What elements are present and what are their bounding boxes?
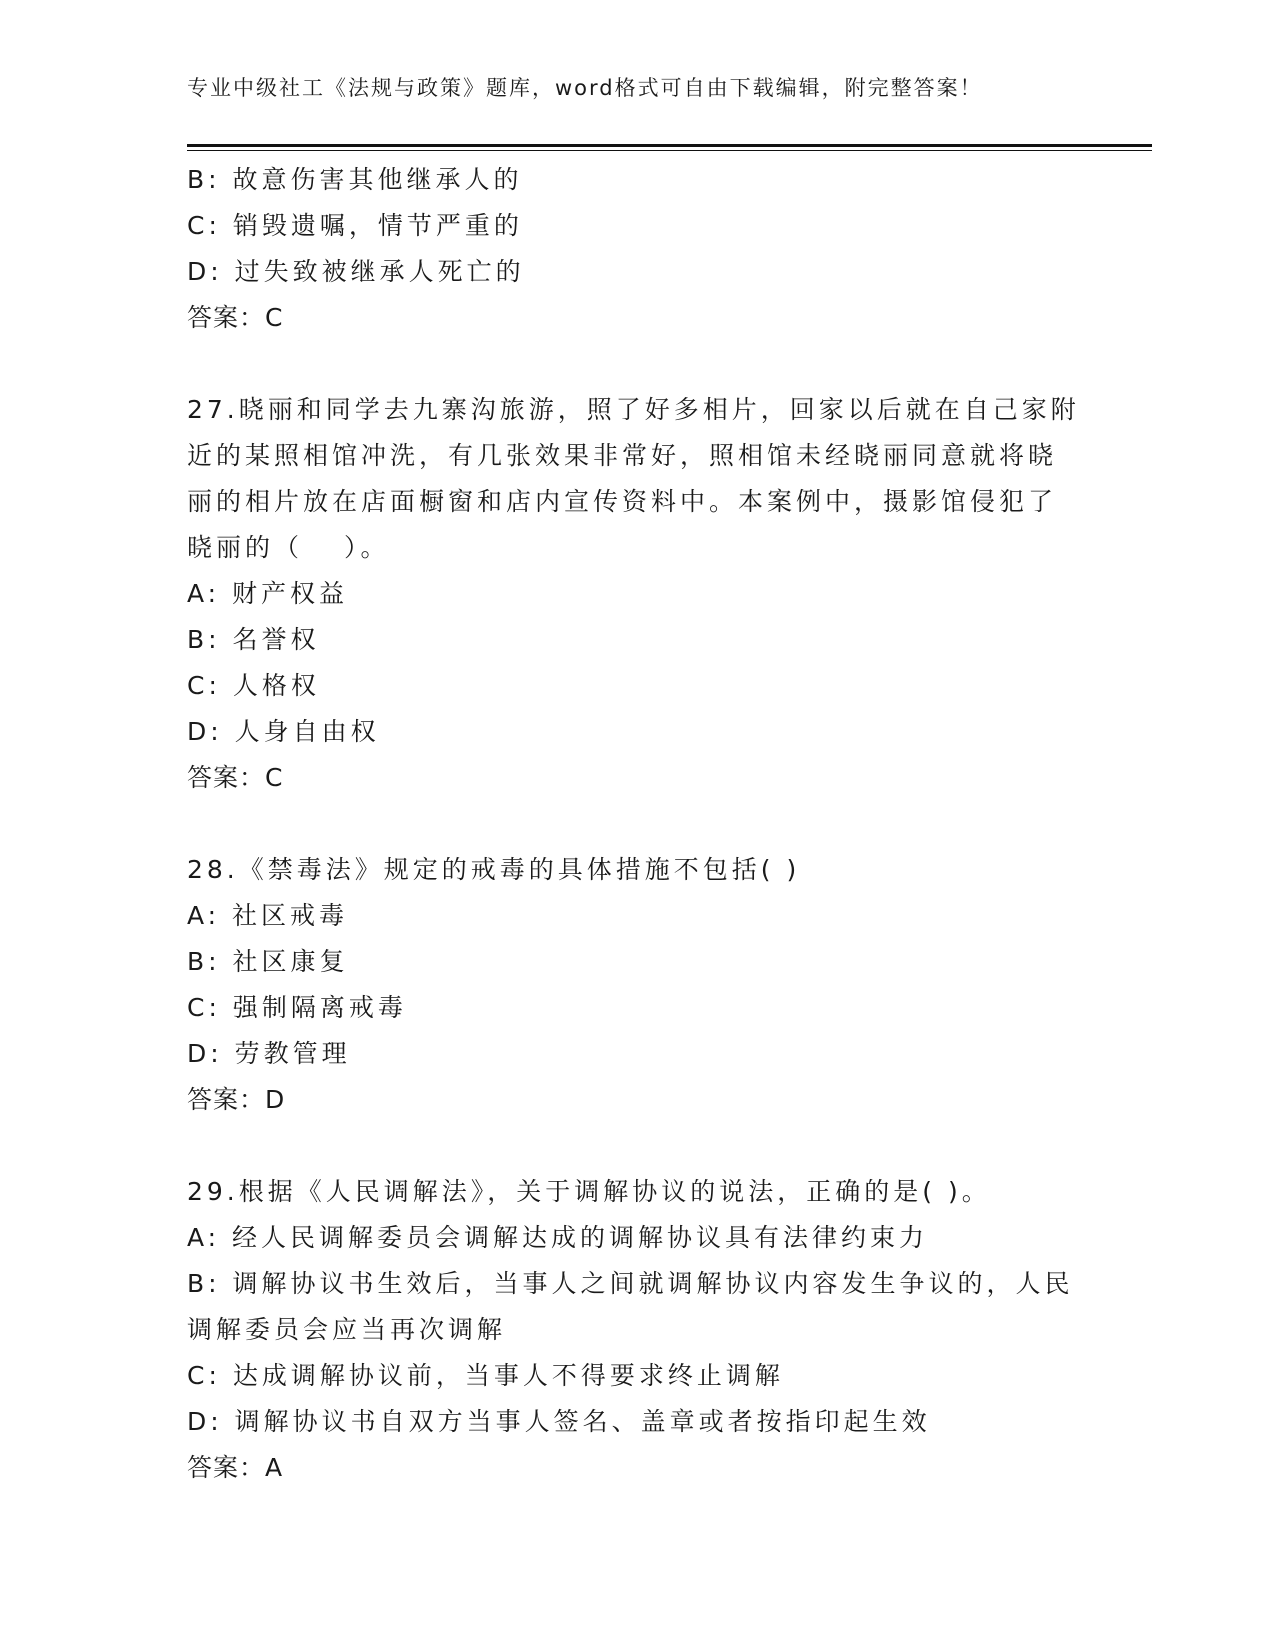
- question-stem-line: 28.《禁毒法》规定的戒毒的具体措施不包括( ): [187, 855, 801, 884]
- question-stem-line: 近的某照相馆冲洗，有几张效果非常好，照相馆未经晓丽同意就将晓: [187, 441, 1058, 470]
- option-line: C: 人格权: [187, 671, 320, 700]
- option-line: D: 过失致被继承人死亡的: [187, 257, 525, 286]
- option-line: C: 销毁遗嘱，情节严重的: [187, 211, 523, 240]
- option-line: A: 财产权益: [187, 579, 349, 608]
- option-line: B: 社区康复: [187, 947, 349, 976]
- question-stem-line: 晓丽的（ ）。: [187, 533, 390, 562]
- question-stem-line: 丽的相片放在店面橱窗和店内宣传资料中。本案例中，摄影馆侵犯了: [187, 487, 1058, 516]
- header-rule-thick: [187, 144, 1152, 147]
- answer-line: 答案：D: [187, 1085, 286, 1114]
- option-line: C: 强制隔离戒毒: [187, 993, 407, 1022]
- page-header: 专业中级社工《法规与政策》题库，word格式可自由下载编辑，附完整答案！: [187, 76, 983, 100]
- answer-line: 答案：C: [187, 303, 284, 332]
- option-line: D: 人身自由权: [187, 717, 380, 746]
- answer-line: 答案：A: [187, 1453, 284, 1482]
- question-stem-line: 27.晓丽和同学去九寨沟旅游，照了好多相片，回家以后就在自己家附: [187, 395, 1080, 424]
- option-line: B: 名誉权: [187, 625, 320, 654]
- question-stem-line: 29.根据《人民调解法》，关于调解协议的说法，正确的是( )。: [187, 1177, 991, 1206]
- option-line: B: 故意伤害其他继承人的: [187, 165, 523, 194]
- option-line: A: 经人民调解委员会调解达成的调解协议具有法律约束力: [187, 1223, 929, 1252]
- document-body: [187, 157, 1087, 1491]
- option-line: D: 调解协议书自双方当事人签名、盖章或者按指印起生效: [187, 1407, 931, 1436]
- option-line: B: 调解协议书生效后，当事人之间就调解协议内容发生争议的，人民: [187, 1269, 1074, 1298]
- option-line: C: 达成调解协议前，当事人不得要求终止调解: [187, 1361, 784, 1390]
- option-line: D: 劳教管理: [187, 1039, 351, 1068]
- option-line: 调解委员会应当再次调解: [187, 1315, 507, 1344]
- answer-line: 答案：C: [187, 763, 284, 792]
- option-line: A: 社区戒毒: [187, 901, 349, 930]
- header-rule-thin: [187, 150, 1152, 151]
